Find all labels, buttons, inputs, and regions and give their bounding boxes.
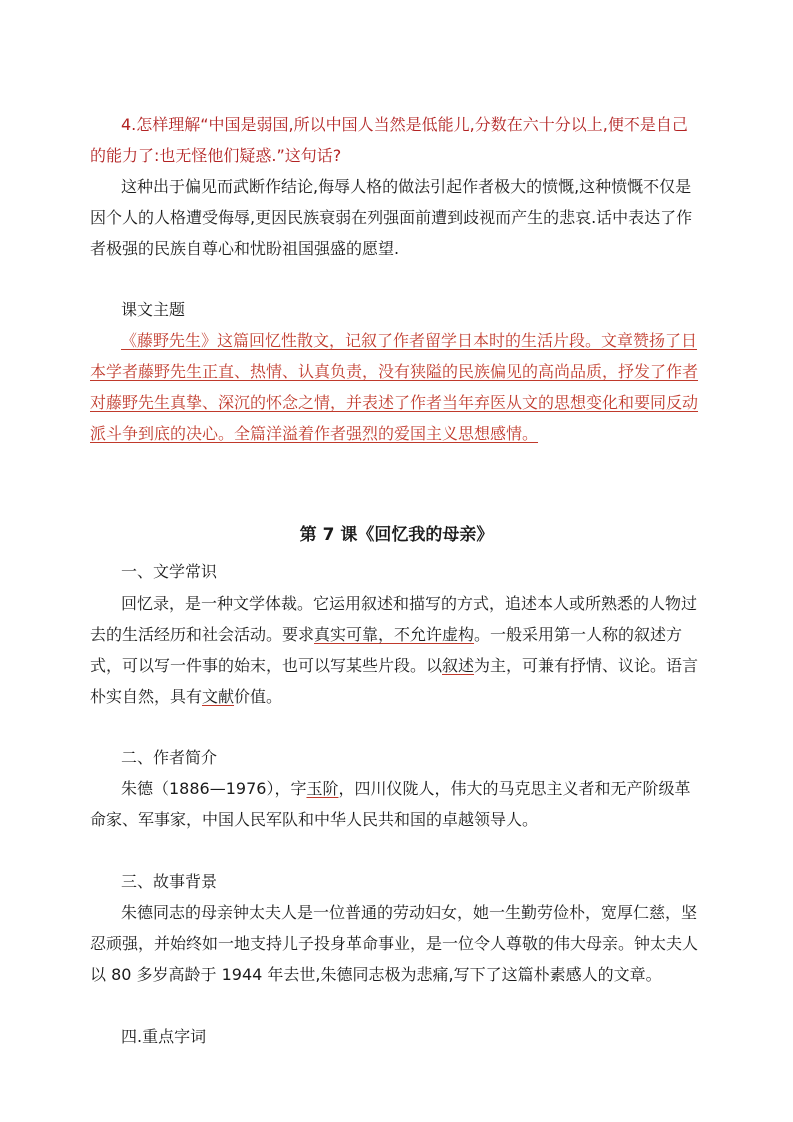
underlined-term: 文献	[202, 687, 235, 706]
text-run: 价值。	[234, 687, 283, 706]
section-4-heading: 四.重点字词	[121, 1027, 207, 1046]
text-run: 。一般采用第一人称的叙述方式，可以写一件事的始末，也可以写某些片段。以	[90, 625, 683, 675]
section-1-heading: 一、文学常识	[121, 562, 218, 581]
text-run: 朱德（1886—1976），字	[121, 779, 307, 798]
text-run: ，四川仪陇人，伟大的马克思主义者和无产阶级革命家、军事家，中国人民军队和中华人民共和国的卓越领导人。	[90, 779, 691, 829]
section-3-body: 朱德同志的母亲钟太夫人是一位普通的劳动妇女，她一生勤劳俭朴，宽厚仁慈，坚忍顽强，并始终如一地支持儿子投身革命事业，是一位令人尊敬的伟大母亲。钟太夫人以 80 多岁高龄于 1944 年去世,朱德同志极为悲痛,写下了这篇朴素感人的文章。	[90, 903, 699, 984]
section-2-heading: 二、作者简介	[121, 748, 218, 767]
underlined-term: 叙述	[442, 656, 475, 675]
underlined-term: 真实可靠，不允许虚构	[314, 625, 475, 644]
theme-body	[90, 325, 702, 449]
theme-text: 《藤野先生》这篇回忆性散文，记叙了作者留学日本时的生活片段。文章赞扬了日本学者藤野先生正直、热情、认真负责，没有狭隘的民族偏见的高尚品质，抒发了作者对藤野先生真挚、深沉的怀念之情，并表述了作者当年弃医从文的思想变化和要同反动派斗争到底的决心。全篇洋溢着作者强烈的爱国主义思想感情。	[90, 331, 699, 443]
question-4-answer: 这种出于偏见而武断作结论,侮辱人格的做法引起作者极大的愤慨,这种愤慨不仅是因个人的人格遭受侮辱,更因民族衰弱在列强面前遭到歧视而产生的悲哀.话中表达了作者极强的民族自尊心和忧盼祖国强盛的愿望.	[90, 177, 693, 258]
section-3-heading: 三、故事背景	[121, 872, 218, 891]
text-run: 为主，可兼有抒情、议论。语言朴实自然，具有	[90, 656, 699, 706]
section-1-body	[90, 588, 702, 712]
text-run: 回忆录，是一种文学体裁。它运用叙述和描写的方式，追述本人或所熟悉的人物过去的生活经历和社会活动。要求	[90, 594, 698, 644]
lesson-title: 第 7 课《回忆我的母亲》	[299, 525, 494, 545]
theme-heading: 课文主题	[121, 300, 186, 319]
question-4: 4.怎样理解“中国是弱国,所以中国人当然是低能儿,分数在六十分以上,便不是自己的能力了:也无怪他们疑惑.”这句话?	[90, 115, 688, 165]
section-2-body	[90, 773, 702, 835]
underlined-term: 玉阶	[306, 779, 339, 798]
